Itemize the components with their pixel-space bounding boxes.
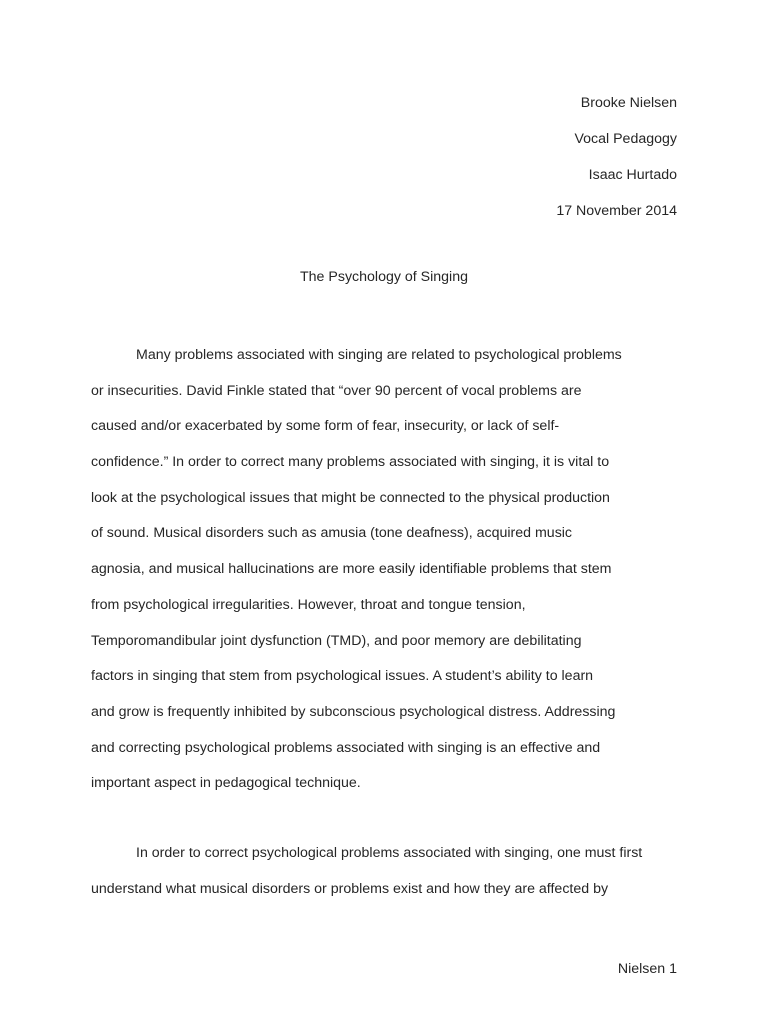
paragraph-line: Many problems associated with singing are related to psychological problems: [136, 347, 622, 363]
paragraph-line: and correcting psychological problems associated with singing is an effective and: [91, 739, 601, 756]
paragraph-2: [91, 842, 691, 913]
paragraph-line: caused and/or exacerbated by some form of fear, insecurity, or lack of self-: [91, 418, 560, 435]
paragraph-line: important aspect in pedagogical technique.: [91, 775, 361, 792]
page-number-footer: Nielsen 1: [617, 961, 677, 977]
document-date: 17 November 2014: [556, 203, 677, 219]
paragraph-line: of sound. Musical disorders such as amusia (tone deafness), acquired music: [91, 525, 573, 542]
paragraph-line: agnosia, and musical hallucinations are more easily identifiable problems that stem: [91, 561, 612, 578]
paragraph-1: [91, 344, 691, 808]
paragraph-line: In order to correct psychological problems associated with singing, one must first: [136, 845, 643, 861]
paragraph-line: and grow is frequently inhibited by subconscious psychological distress. Addressing: [91, 703, 616, 720]
document-title: The Psychology of Singing: [300, 269, 468, 285]
paragraph-line: understand what musical disorders or problems exist and how they are affected by: [91, 880, 609, 897]
paragraph-line: confidence.” In order to correct many problems associated with singing, it is vital to: [91, 454, 610, 471]
paragraph-line: look at the psychological issues that might be connected to the physical production: [91, 489, 610, 506]
paragraph-line: Temporomandibular joint dysfunction (TMD), and poor memory are debilitating: [91, 632, 582, 649]
course-name: Vocal Pedagogy: [574, 131, 677, 147]
paragraph-line: or insecurities. David Finkle stated that “over 90 percent of vocal problems are: [91, 382, 582, 399]
paragraph-line: from psychological irregularities. However, throat and tongue tension,: [91, 596, 526, 613]
header-block: [556, 92, 677, 236]
paragraph-line: factors in singing that stem from psychological issues. A student’s ability to learn: [91, 668, 594, 685]
instructor-name: Isaac Hurtado: [588, 167, 677, 183]
author-name: Brooke Nielsen: [580, 95, 677, 111]
